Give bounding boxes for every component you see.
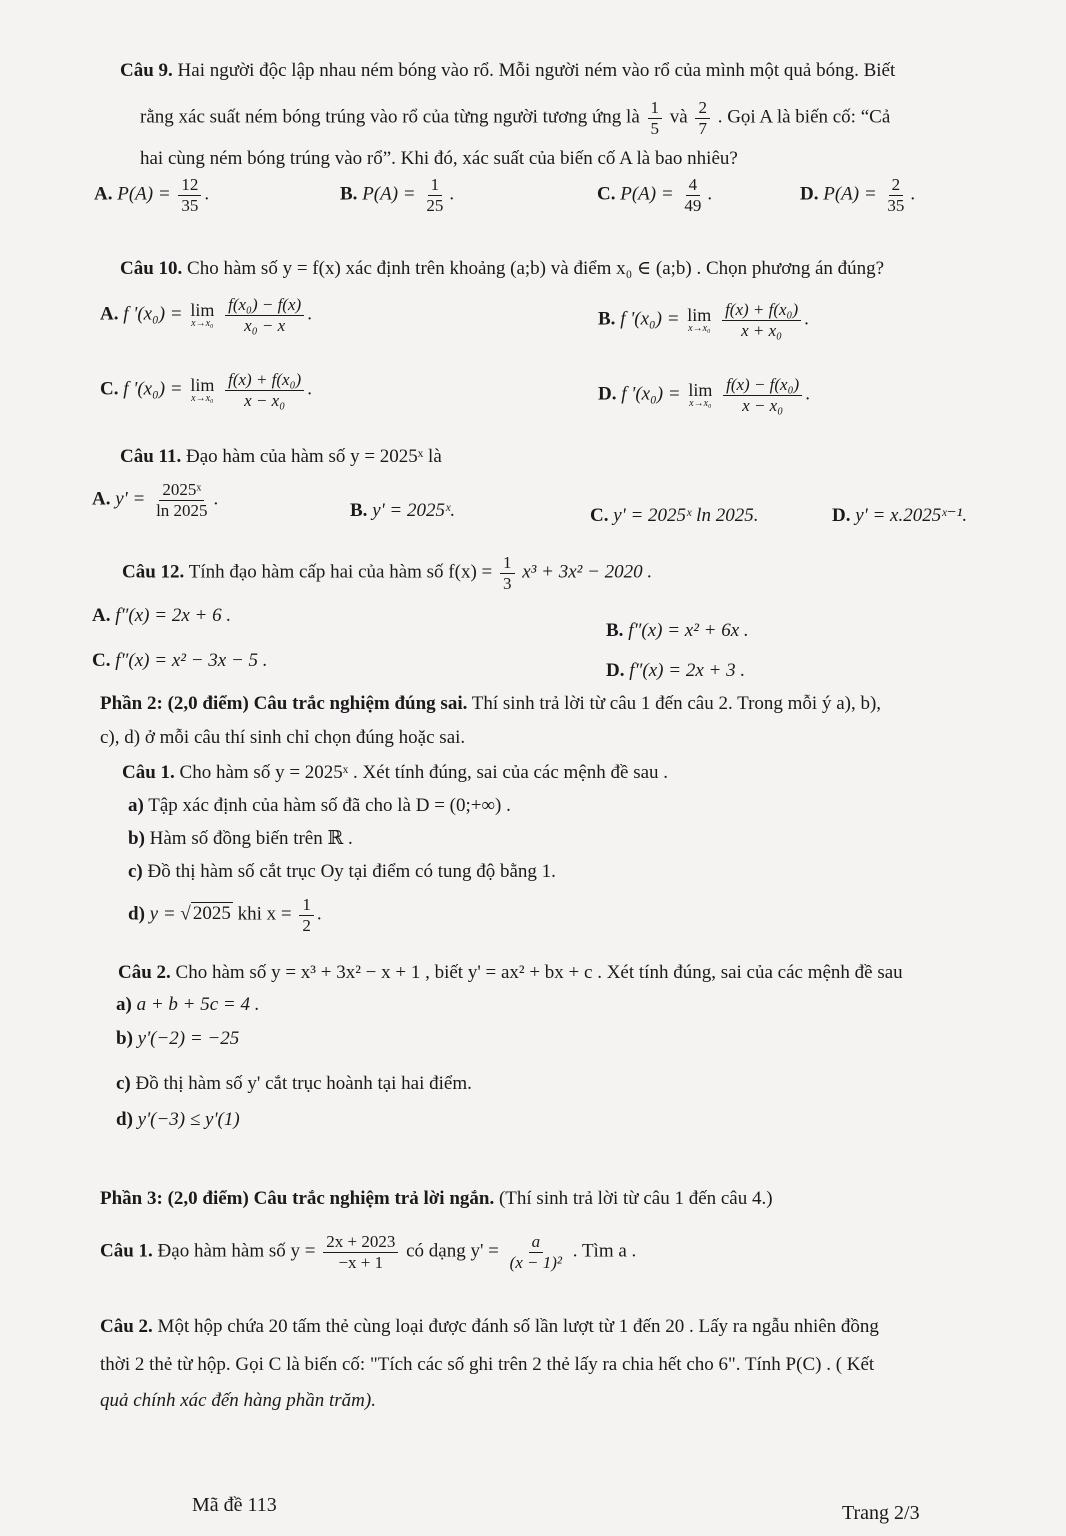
part3-c1: Câu 1. Đạo hàm hàm số y = $\frac{2x + 2023}{-x + 1}$ có dạng y' = $\frac{a}{\text{(x − 1)²}}$ . Tìm a .	[100, 1232, 637, 1272]
part2-c1-stem: Câu 1. Cho hàm số y = 2025ˣ . Xét tính đúng, sai của các mệnh đề sau .	[122, 762, 669, 783]
q9-option-b: B. P(A) = $\frac{1}{25}$ .	[340, 175, 455, 215]
q9-and: và	[669, 106, 688, 128]
part2-c1a: a) Tập xác định của hàm số đã cho là D = (0;+∞) .	[128, 795, 511, 816]
q9-option-a: A. P(A) = $\frac{12}{35}$ .	[94, 175, 210, 215]
part3-c2-line2: thời 2 thẻ từ hộp. Gọi C là biến cố: "Tích các số ghi trên 2 thẻ lấy ra chia hết cho 6". Tính P(C) . ( Kết	[100, 1354, 875, 1375]
q9-frac1: $\frac{1}{5}$	[648, 98, 663, 138]
part3-c2-line1: Câu 2. Một hộp chứa 20 tấm thẻ cùng loại được đánh số lần lượt từ 1 đến 20 . Lấy ra ngẫu nhiên đồng	[100, 1316, 879, 1337]
part2-header: Phần 2: (2,0 điểm) Câu trắc nghiệm đúng sai. Thí sinh trả lời từ câu 1 đến câu 2. Trong mỗi ý a), b),	[100, 693, 882, 714]
part2-c2-stem: Câu 2. Cho hàm số y = x³ + 3x² − x + 1 , biết y' = ax² + bx + c . Xét tính đúng, sai của các mệnh đề sau	[118, 962, 903, 983]
q11-option-d: D. y' = x.2025ˣ⁻¹.	[832, 505, 968, 526]
part2-c2d: d) y'(−3) ≤ y'(1)	[116, 1109, 240, 1130]
q10-option-d: D. f '(x₀) = lim x→x₀ $\frac{\text{f(x) − f(x₀)}}{\text{x − x₀}}$ .	[598, 375, 810, 415]
q11-option-c: C. y' = 2025ˣ ln 2025.	[590, 505, 759, 526]
q9-frac2: $\frac{2}{7}$	[695, 98, 710, 138]
q12-option-d: D. f″(x) = 2x + 3 .	[606, 660, 746, 681]
q9-label: Câu 9.	[120, 60, 173, 81]
part2-c1b: b) Hàm số đồng biến trên ℝ .	[128, 828, 353, 849]
q9-line2	[140, 98, 890, 138]
q10-label: Câu 10.	[120, 258, 183, 279]
q11-label: Câu 11.	[120, 446, 182, 467]
q11-option-a: A. y' = $\frac{\text{2025ˣ}}{\ln 2025}$ .	[92, 480, 219, 520]
q12-stem: Câu 12. Tính đạo hàm cấp hai của hàm số f(x) = $\frac{1}{3}$ x³ + 3x² − 2020 .	[122, 553, 653, 593]
part2-c2b: b) y'(−2) = −25	[116, 1028, 240, 1049]
q12-label: Câu 12.	[122, 561, 185, 583]
q11-text: Đạo hàm của hàm số y = 2025ˣ là	[186, 446, 442, 467]
q11-option-b: B. y' = 2025ˣ.	[350, 500, 456, 521]
q10-option-c: C. f '(x₀) = lim x→x₀ $\frac{\text{f(x) + f(x₀)}}{\text{x − x₀}}$ .	[100, 370, 312, 410]
part2-title: Phần 2: (2,0 điểm) Câu trắc nghiệm đúng sai.	[100, 693, 468, 714]
part2-c2a: a) a + b + 5c = 4 .	[116, 994, 260, 1015]
page-number: Trang 2/3	[842, 1502, 920, 1524]
q11-stem	[120, 446, 442, 469]
q10-option-b: B. f '(x₀) = lim x→x₀ $\frac{\text{f(x) + f(x₀)}}{\text{x + x₀}}$ .	[598, 300, 809, 340]
part3-title: Phần 3: (2,0 điểm) Câu trắc nghiệm trả lời ngắn.	[100, 1188, 495, 1209]
q9-option-c: C. P(A) = $\frac{4}{49}$ .	[597, 175, 713, 215]
part3-c2-line3: quả chính xác đến hàng phần trăm).	[100, 1390, 376, 1411]
q9-option-d: D. P(A) = $\frac{2}{35}$ .	[800, 175, 916, 215]
part2-text2: c), d) ở mỗi câu thí sinh chỉ chọn đúng hoặc sai.	[100, 727, 466, 748]
q10-option-a: A. f '(x₀) = lim x→x₀ $\frac{\text{f(x₀) − f(x)}}{\text{x₀ − x}}$ .	[100, 295, 312, 335]
q9-text1: Hai người độc lập nhau ném bóng vào rổ. Mỗi người ném vào rổ của mình một quả bóng. Biết	[177, 60, 896, 81]
q12-option-c: C. f″(x) = x² − 3x − 5 .	[92, 650, 268, 671]
part3-header: Phần 3: (2,0 điểm) Câu trắc nghiệm trả lời ngắn. (Thí sinh trả lời từ câu 1 đến câu 4.)	[100, 1188, 773, 1209]
exam-code: Mã đề 113	[192, 1494, 277, 1516]
part2-c1d: d) y = √ 2025 khi x = $\frac{1}{2}$ .	[128, 895, 322, 935]
q9-text2b: . Gọi A là biến cố: “Cả	[717, 106, 891, 128]
q12-option-a: A. f″(x) = 2x + 6 .	[92, 605, 232, 626]
part2-c2c: c) Đồ thị hàm số y' cắt trục hoành tại hai điểm.	[116, 1073, 472, 1094]
q12-option-b: B. f″(x) = x² + 6x .	[606, 620, 749, 641]
q9-line1	[120, 60, 895, 83]
q10-text: Cho hàm số y = f(x) xác định trên khoảng (a;b) và điểm x₀ ∈ (a;b) . Chọn phương án đúng?	[187, 258, 885, 279]
q9-text2a: rằng xác suất ném bóng trúng vào rổ của từng người tương ứng là	[140, 106, 640, 128]
q9-line3: hai cùng ném bóng trúng vào rổ”. Khi đó, xác suất của biến cố A là bao nhiêu?	[140, 148, 738, 169]
q10-stem	[120, 258, 884, 281]
part2-c1c: c) Đồ thị hàm số cắt trục Oy tại điểm có tung độ bằng 1.	[128, 861, 556, 882]
